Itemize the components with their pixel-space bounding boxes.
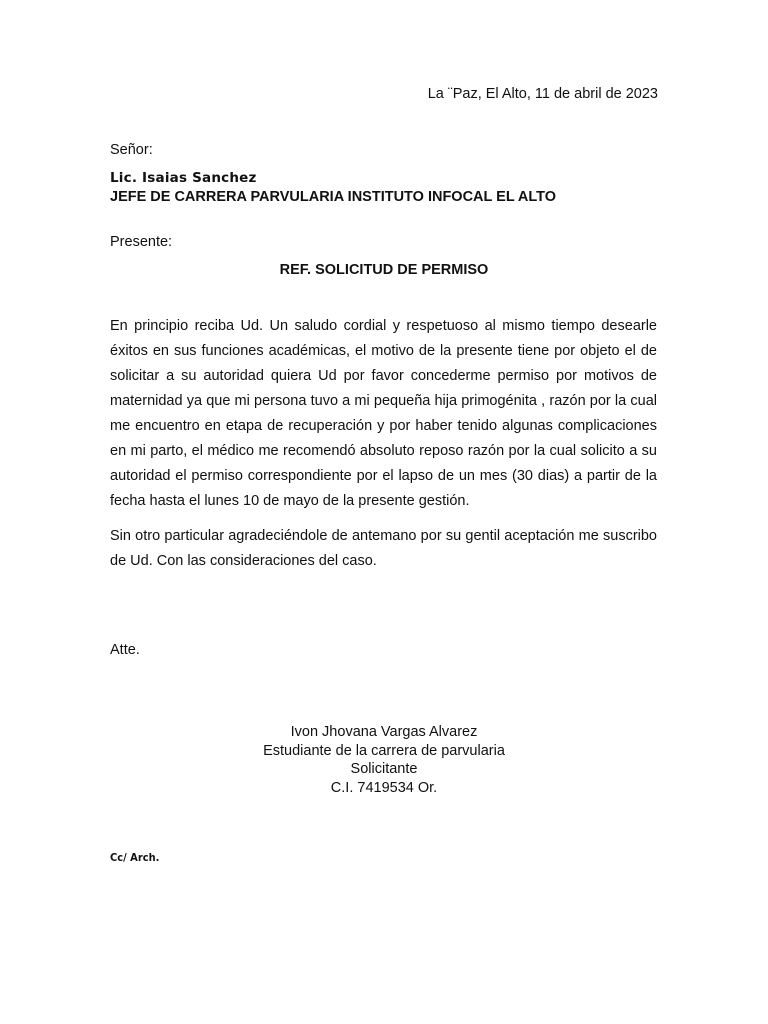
body-paragraph: Sin otro particular agradeciéndole de antemano por su gentil aceptación me suscribo de Ud. Con las consideraciones del caso. <box>110 528 657 569</box>
recipient-block <box>110 169 556 207</box>
closing: Atte. <box>110 642 140 658</box>
recipient-role: JEFE DE CARRERA PARVULARIA INSTITUTO INFOCAL EL ALTO <box>110 189 557 205</box>
signature-name: Ivon Jhovana Vargas Alvarez <box>290 724 478 740</box>
presente-line: Presente: <box>110 234 173 250</box>
greeting: Señor: <box>110 142 153 158</box>
recipient-name: Lic. Isaias Sanchez <box>110 170 257 186</box>
letter-body <box>110 314 657 584</box>
signature-id: C.I. 7419534 Or. <box>330 779 438 796</box>
reference-line: REF. SOLICITUD DE PERMISO <box>279 262 489 278</box>
body-paragraph: En principio reciba Ud. Un saludo cordial y respetuoso al mismo tiempo desearle éxitos en sus funciones académicas, el motivo de la presente tiene por objeto el de solicitar a su autoridad quiera Ud por favor concederme permiso por motivos de maternidad ya que mi persona tuvo a mi pequeña hija primogénita , razón por la cual me encuentro en etapa de recuperación y por haber tenido algunas complicaciones en mi parto, el médico me recomendó absoluto reposo razón por la cual solicito a su autoridad el permiso correspondiente por el lapso de un mes (30 dias) a partir de la fecha hasta el lunes 10 de mayo de la presente gestión. <box>110 318 657 509</box>
cc-line: Cc/ Arch. <box>110 851 160 864</box>
signature-role: Solicitante <box>350 761 418 777</box>
signature-block <box>0 723 768 797</box>
signature-title: Estudiante de la carrera de parvularia <box>263 742 505 759</box>
date-line: La ¨Paz, El Alto, 11 de abril de 2023 <box>427 86 658 102</box>
